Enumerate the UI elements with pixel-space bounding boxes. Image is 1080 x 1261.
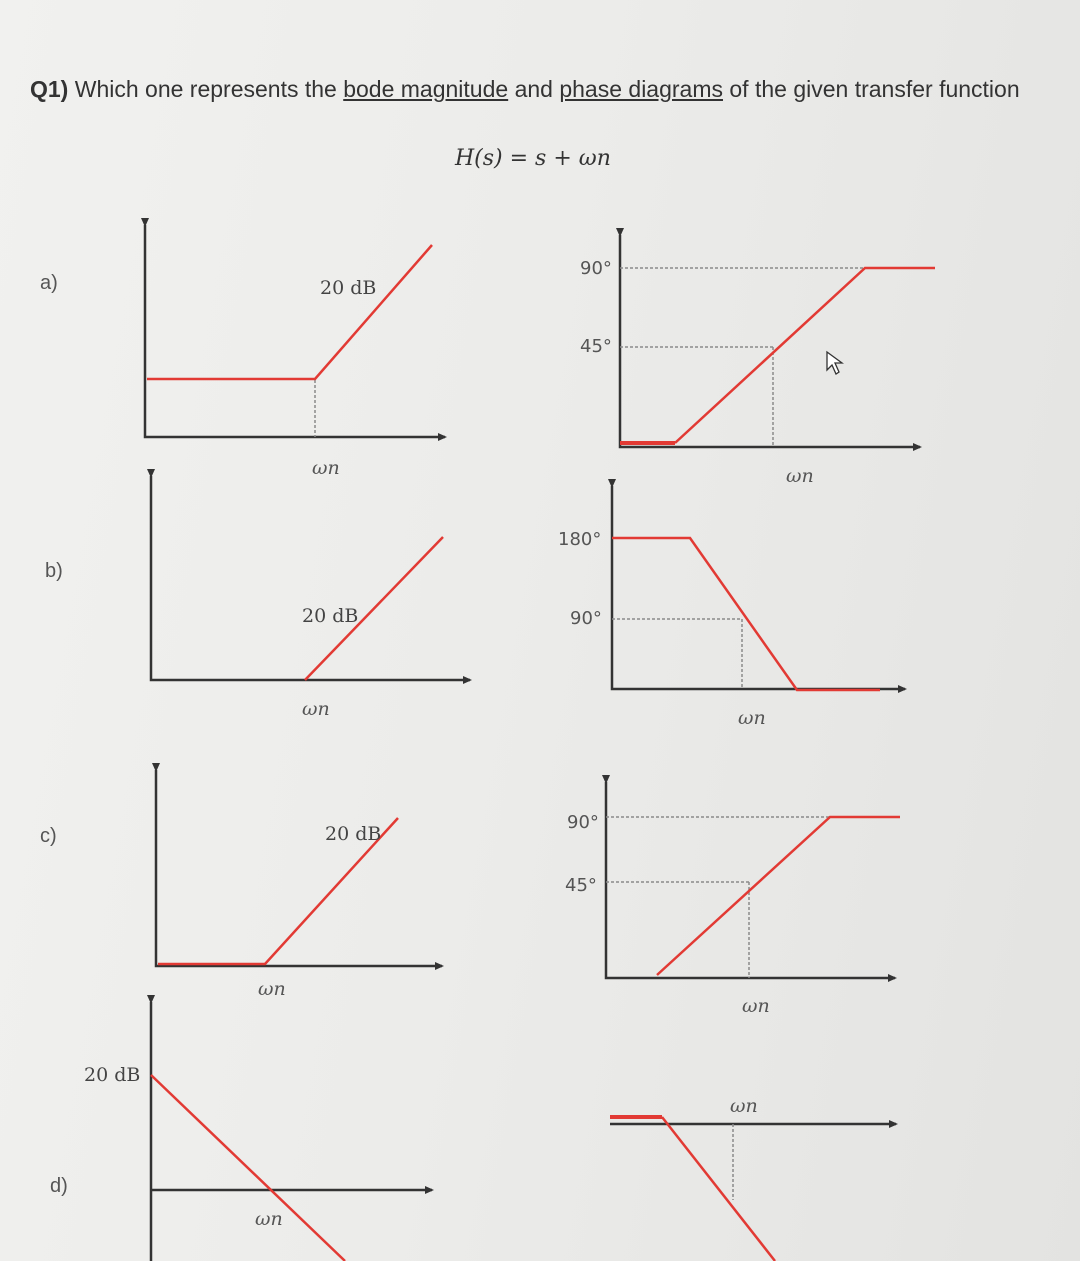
option-b-mag-w-label: ωn <box>302 698 330 720</box>
option-b-phase-curve <box>612 538 880 690</box>
option-b-phase-top-label: 180° <box>558 529 602 550</box>
option-c-phase-top-label: 90° <box>567 812 599 833</box>
option-c-phase-axes <box>606 782 895 978</box>
option-a-phase-w-label: ωn <box>786 465 814 487</box>
option-c-mag-w-label: ωn <box>258 978 286 1000</box>
option-d-mag-curve <box>151 1075 345 1261</box>
option-c-mag-axes <box>156 770 442 966</box>
option-c-magnitude-plot <box>156 770 442 1000</box>
option-b-mag-axes <box>151 476 470 680</box>
option-c-label[interactable]: c) <box>40 825 57 847</box>
option-d-phase-curve <box>662 1117 775 1261</box>
option-c-phase-mid-label: 45° <box>565 875 597 896</box>
option-c-mag-label: 20 dB <box>325 823 382 845</box>
option-a-mag-label: 20 dB <box>320 277 377 299</box>
question-mid: and <box>508 76 560 102</box>
option-d-magnitude-plot <box>84 1002 432 1261</box>
question-term-phase: phase diagrams <box>559 76 723 102</box>
question-term-magnitude: bode magnitude <box>343 76 509 102</box>
option-d-phase-plot <box>610 1095 896 1261</box>
option-b-phase-axes <box>612 486 905 689</box>
option-a-mag-curve <box>147 245 432 379</box>
option-c-phase-w-label: ωn <box>742 995 770 1017</box>
option-c-phase-plot <box>565 782 900 1017</box>
cursor-pointer-icon <box>827 352 842 374</box>
option-b-magnitude-plot <box>151 476 470 720</box>
option-b-phase-mid-label: 90° <box>570 608 602 629</box>
option-b-label[interactable]: b) <box>45 560 63 582</box>
option-a-mag-w-label: ωn <box>312 457 340 479</box>
option-d-mag-w-label: ωn <box>255 1208 283 1230</box>
question-post: of the given transfer function <box>723 76 1020 102</box>
option-a-phase-mid-label: 45° <box>580 336 612 357</box>
option-b-phase-plot <box>558 486 905 729</box>
option-c-phase-curve <box>657 817 900 975</box>
option-a-mag-axes <box>145 225 445 437</box>
option-a-phase-curve <box>675 268 935 443</box>
transfer-function: H(s) = s + ωn <box>455 146 611 171</box>
option-b-phase-w-label: ωn <box>738 707 766 729</box>
question-number: Q1) <box>30 76 69 102</box>
option-a-magnitude-plot <box>145 225 445 479</box>
option-a-phase-plot <box>580 235 935 487</box>
option-b-mag-label: 20 dB <box>302 605 359 627</box>
option-a-phase-top-label: 90° <box>580 258 612 279</box>
option-a-label[interactable]: a) <box>40 272 58 294</box>
option-d-mag-label: 20 dB <box>84 1064 141 1086</box>
option-d-phase-w-label: ωn <box>730 1095 758 1117</box>
option-d-label[interactable]: d) <box>50 1175 68 1197</box>
question-pre: Which one represents the <box>68 76 344 102</box>
